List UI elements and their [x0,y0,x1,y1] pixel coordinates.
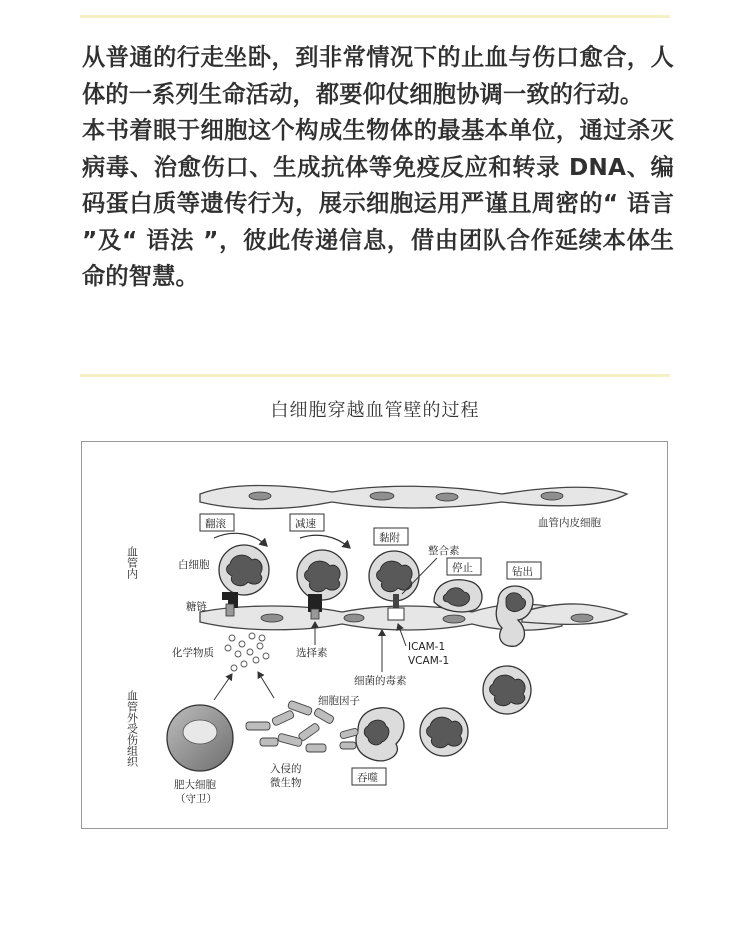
leukocyte-slowing [297,550,347,600]
svg-text:钻出: 钻出 [512,566,533,578]
top-divider [80,15,670,18]
stop-box [447,558,481,575]
phagocytosis-box [352,768,386,785]
rolling-box [200,514,234,531]
svg-text:减速: 减速 [295,518,316,530]
drill-out-box [507,562,541,579]
cytokine-label: 细胞因子 [318,695,360,707]
leukocyte-rolling [219,545,269,595]
svg-text:黏附: 黏附 [379,532,400,544]
integrin-shape [393,594,399,608]
bacterial-toxin-label: 细菌的毒素 [354,675,407,687]
adhesion-box [374,528,408,545]
top-endothelium [200,486,627,509]
mast-cell-label-2: （守卫） [175,793,217,805]
icam-label: ICAM-1 [408,641,446,653]
tissue-leukocyte-1 [420,708,468,756]
slowing-arrow [300,535,350,548]
svg-text:吞噬: 吞噬 [357,772,378,784]
phagocyte [340,708,404,761]
bottom-endothelium [200,604,627,630]
microbe-to-chemical-arrow [258,672,274,698]
mast-to-chemical-arrow [214,674,232,700]
slowing-box [290,514,324,531]
vcam-label: VCAM-1 [408,655,450,667]
outside-vessel-label: 血管外受伤组织 [125,690,139,767]
middle-divider [80,374,670,377]
chemical-particles [225,633,269,671]
selectin-label: 选择素 [296,647,328,659]
intro-paragraph-2: 本书着眼于细胞这个构成生物体的最基本单位，通过杀灭病毒、治愈伤口、生成抗体等免疫反应和转录 DNA、编码蛋白质等遗传行为，展示细胞运用严谨且周密的“ 语言 ”及“ 语法 ”，彼此传递信息，借由团队合作延续本体生命的智慧。 [82,117,674,290]
leukocyte-adhesion [369,551,419,601]
svg-text:停止: 停止 [452,562,473,574]
leukocyte-extravasation-diagram [81,441,668,829]
white-blood-cell-label: 白细胞 [178,559,210,571]
rolling-arrow [214,533,267,546]
selectin-shape-1 [226,604,234,616]
chemicals-label: 化学物质 [172,647,214,659]
sugar-chain-label: 糖链 [186,601,207,613]
intro-paragraph-1: 从普通的行走坐卧，到非常情况下的止血与伤口愈合，人体的一系列生命活动，都要仰仗细胞协调一致的行动。 [82,44,674,108]
tissue-leukocyte-2 [483,666,531,714]
integrin-label: 整合素 [428,545,460,557]
intro-text [82,40,674,296]
icam-shape [388,608,404,620]
leukocyte-stopped [434,580,482,612]
endothelial-label: 血管内皮细胞 [538,517,601,529]
mast-cell [167,705,233,771]
mast-cell-label-1: 肥大细胞 [174,779,216,791]
leukocyte-drilling-out [496,586,533,646]
selectin-shape-2 [311,609,319,619]
inside-vessel-label: 血管内 [125,546,139,579]
invading-microbes [246,700,335,752]
svg-text:翻滚: 翻滚 [205,518,226,530]
microbe-label-1: 入侵的 [270,763,302,775]
microbe-label-2: 微生物 [270,777,302,789]
figure-caption: 白细胞穿越血管壁的过程 [270,400,480,421]
